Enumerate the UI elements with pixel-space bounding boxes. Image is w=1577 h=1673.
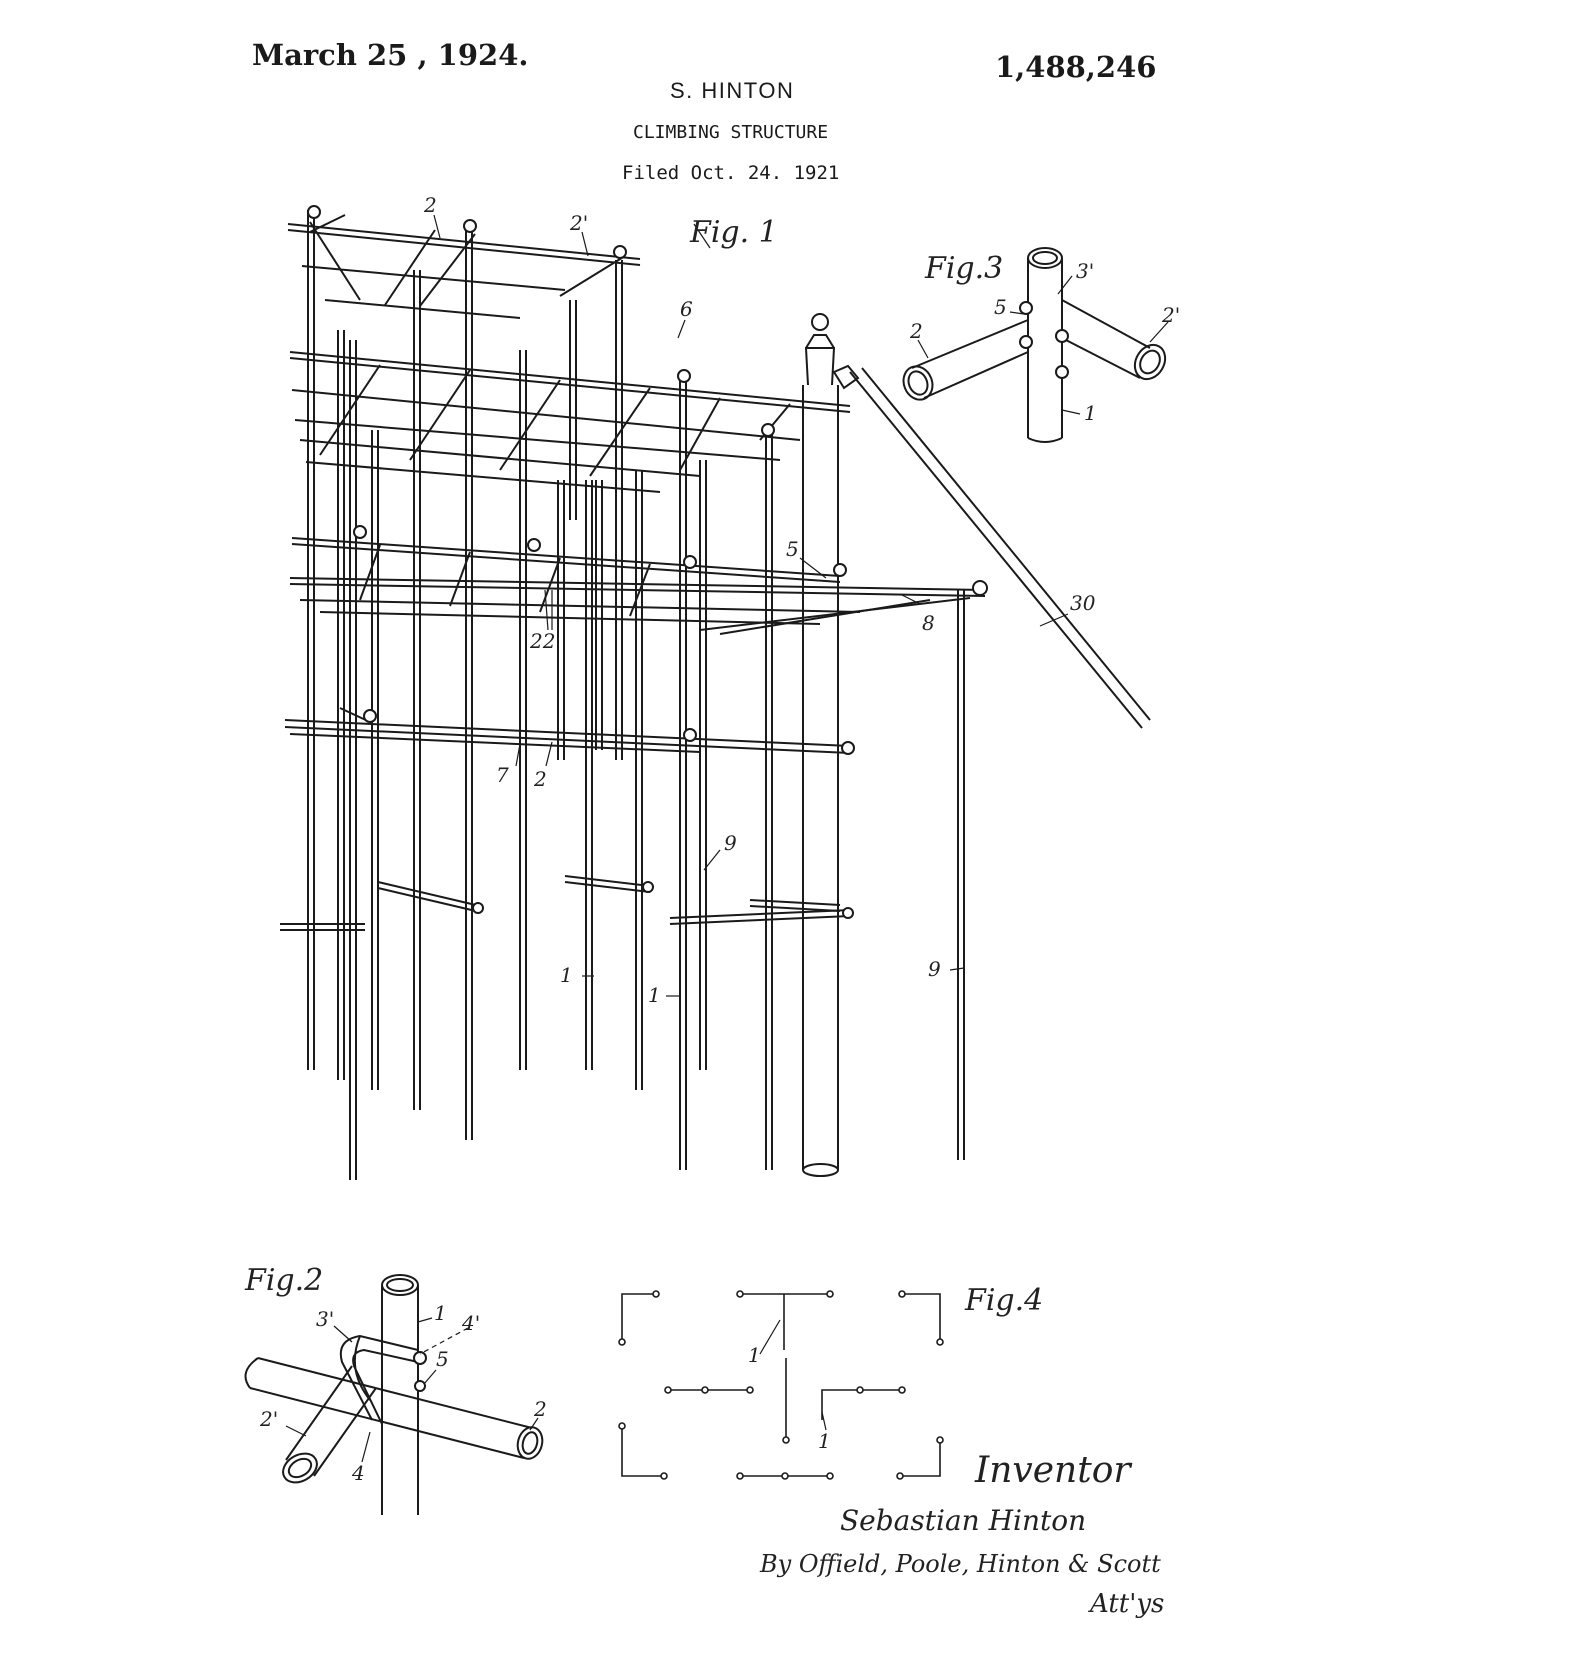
invention-title: CLIMBING STRUCTURE [633, 122, 829, 143]
fig3-label: 2 [910, 319, 923, 343]
fig1-label: 2 [424, 193, 437, 217]
fig1-label: 1 [560, 963, 573, 987]
fig1-label: 22 [530, 629, 556, 653]
inventor-heading: Inventor [975, 1450, 1131, 1491]
fig4-plan [619, 1291, 943, 1479]
fig1-label: 2' [570, 211, 589, 235]
patent-number: 1,488,246 [995, 50, 1157, 84]
fig1-label: 6 [680, 297, 693, 321]
fig2-label: 1 [434, 1301, 447, 1325]
fig1-caption: Fig. 1 [690, 215, 778, 250]
fig1-label: 5 [786, 537, 799, 561]
fig1-label: 30 [1070, 591, 1096, 615]
fig2-clamp-detail [246, 1275, 546, 1515]
fig1-label: 9 [928, 957, 941, 981]
fig3-label: 5 [994, 295, 1007, 319]
fig2-caption: Fig.2 [245, 1263, 324, 1298]
fig3-label: 3' [1076, 259, 1095, 283]
fig2-label: 4' [462, 1311, 481, 1335]
attorneys-signature: By Offield, Poole, Hinton & Scott [760, 1550, 1161, 1578]
fig1-label: 2 [534, 767, 547, 791]
inventor-name: S. HINTON [670, 78, 795, 103]
fig1-label: 1 [648, 983, 661, 1007]
fig1-label: 7 [496, 763, 509, 787]
fig1-label: 9 [724, 831, 737, 855]
fig3-caption: Fig.3 [925, 251, 1004, 286]
fig1-structure [280, 206, 1150, 1180]
fig4-label: 1 [818, 1429, 831, 1453]
patent-date: March 25 , 1924. [252, 38, 529, 72]
inventor-signature: Sebastian Hinton [840, 1504, 1087, 1537]
fig4-label: 1 [748, 1343, 761, 1367]
fig3-label: 1 [1084, 401, 1097, 425]
fig2-label: 4 [352, 1461, 365, 1485]
fig2-label: 3' [316, 1307, 335, 1331]
fig4-caption: Fig.4 [965, 1283, 1044, 1318]
fig2-label: 2 [534, 1397, 547, 1421]
fig1-label: 8 [922, 611, 935, 635]
attorneys-suffix: Att'ys [1090, 1589, 1165, 1619]
fig2-label: 2' [260, 1407, 279, 1431]
filed-date: Filed Oct. 24. 1921 [622, 162, 840, 184]
fig2-label: 5 [436, 1347, 449, 1371]
fig3-label: 2' [1162, 303, 1181, 327]
